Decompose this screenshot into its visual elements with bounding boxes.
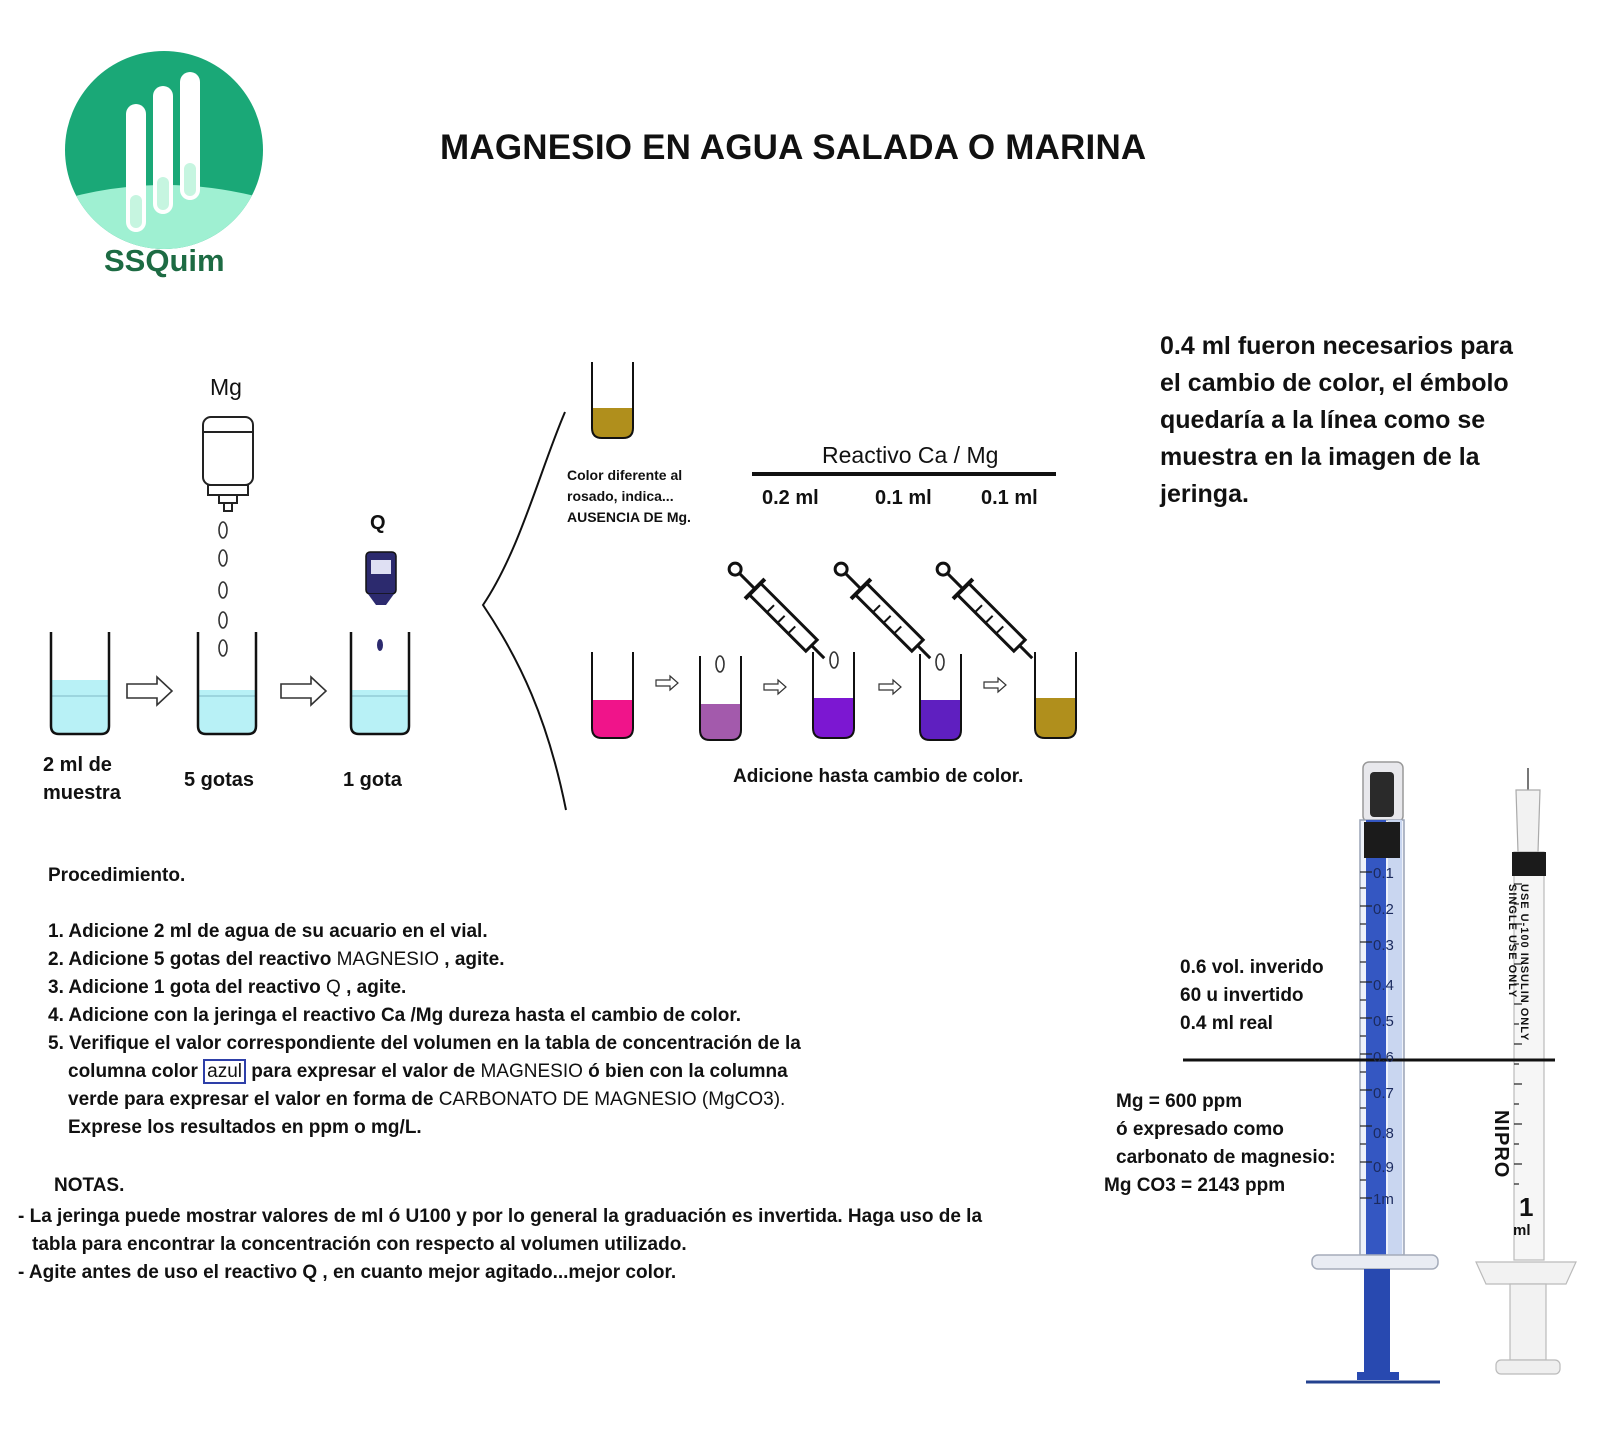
syringe-icon: [827, 555, 940, 668]
insulin-syringe: [1476, 768, 1576, 1374]
step-5-line2: columna color azul para expresar el valor de MAGNESIO ó bien con la columna: [68, 1061, 788, 1082]
arrow-right-icon: [127, 677, 172, 705]
vial3-label: 1 gota: [343, 769, 402, 791]
step-5-line4: Exprese los resultados en ppm o mg/L.: [68, 1117, 422, 1138]
curly-brace: [483, 412, 566, 810]
capacity-unit: ml: [1513, 1222, 1531, 1239]
step-5-line1: 5. Verifique el valor correspondiente del volumen en la tabla de concentración de la: [48, 1033, 801, 1054]
nipro-brand: NIPRO: [1490, 1110, 1512, 1179]
sample-vial-1: [51, 632, 109, 734]
capacity-value: 1: [1519, 1192, 1534, 1222]
mg-drops: [219, 522, 227, 656]
azul-highlight: azul: [203, 1059, 246, 1084]
titration-vial-purple: [813, 652, 854, 738]
q-dropper-bottle: [366, 552, 396, 651]
volume-label-2: 0.1 ml: [875, 487, 932, 509]
ssquim-logo: [60, 51, 270, 260]
add-caption: Adicione hasta cambio de color.: [733, 766, 1024, 787]
syringe-icon: [929, 555, 1042, 668]
negative-note: Color diferente al rosado, indica... AUSENCIA DE Mg.: [567, 467, 691, 525]
result-note: 0.4 ml fueron necesarios para el cambio de color, el émbolo quedaría a la línea como se muestra en la imagen de la jeringa.: [1160, 332, 1513, 508]
titration-vial-amber: [1035, 652, 1076, 738]
reagent-header: Reactivo Ca / Mg: [822, 442, 999, 468]
mg-dropper-bottle: [203, 417, 253, 511]
page-title: MAGNESIO EN AGUA SALADA O MARINA: [440, 128, 1147, 167]
negative-tube: [592, 362, 633, 438]
note-1-line2: tabla para encontrar la concentración con respecto al volumen utilizado.: [32, 1234, 687, 1255]
mg-result-note: Mg = 600 ppm ó expresado como carbonato de magnesio: Mg CO3 = 2143 ppm: [1104, 1091, 1336, 1196]
titration-vial-pink: [592, 652, 633, 738]
notes-list: [18, 1203, 1038, 1287]
procedure-steps: [48, 918, 948, 1142]
note-2: - Agite antes de uso el reactivo Q , en cuanto mejor agitado...mejor color.: [18, 1262, 677, 1283]
small-arrow-icon: [879, 680, 901, 694]
logo-wordmark: SSQuim: [104, 243, 225, 278]
titration-vial-mauve: [700, 656, 741, 740]
titration-vial-violet: [920, 654, 961, 740]
arrow-right-icon: [281, 677, 326, 705]
step-4: 4. Adicione con la jeringa el reactivo Ca /Mg dureza hasta el cambio de color.: [48, 1005, 742, 1026]
vial1-label-line2: muestra: [43, 782, 121, 804]
inverted-reading-note: 0.6 vol. inverido 60 u invertido 0.4 ml real: [1180, 957, 1324, 1034]
small-arrow-icon: [984, 678, 1006, 692]
syringe-scale: 0.1 0.2 0.3 0.4 0.5 0.6 0.7 0.8 0.9 1m: [1373, 865, 1394, 1208]
syringe-icon: [721, 555, 834, 668]
notes-heading: NOTAS.: [54, 1175, 125, 1196]
small-arrow-icon: [764, 680, 786, 694]
step-1: 1. Adicione 2 ml de agua de su acuario en el vial.: [48, 921, 488, 942]
vial1-label-line1: 2 ml de: [43, 754, 112, 776]
step-2: 2. Adicione 5 gotas del reactivo MAGNESIO , agite.: [48, 949, 505, 970]
note-1-line1: - La jeringa puede mostrar valores de ml ó U100 y por lo general la graduación es invertida. Haga uso de la: [18, 1206, 983, 1227]
small-arrow-icon: [656, 676, 678, 690]
step-5-line3: verde para expresar el valor en forma de CARBONATO DE MAGNESIO (MgCO3).: [68, 1089, 786, 1110]
insulin-print: USE U-100 INSULIN ONLY SINGLE USE ONLY: [1506, 884, 1530, 1042]
volume-label-1: 0.2 ml: [762, 487, 819, 509]
procedure-heading: Procedimiento.: [48, 865, 186, 886]
mg-reagent-label: Mg: [210, 374, 242, 400]
vial2-label: 5 gotas: [184, 769, 255, 791]
q-reagent-label: Q: [370, 512, 386, 534]
step-3: 3. Adicione 1 gota del reactivo Q , agite.: [48, 977, 407, 998]
volume-label-3: 0.1 ml: [981, 487, 1038, 509]
